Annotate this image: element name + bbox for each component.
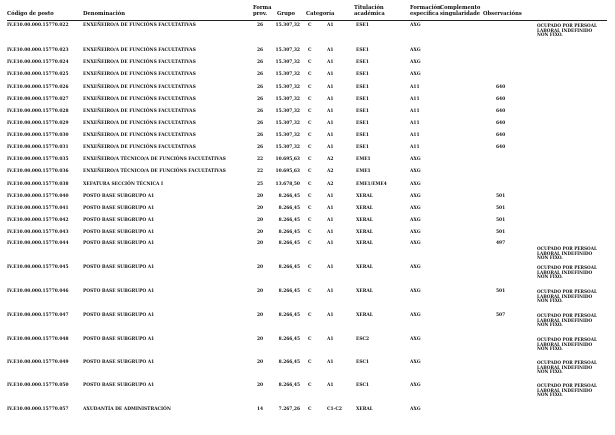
- cell-importe: 15.307,32: [275, 85, 300, 90]
- cell-codigo: IV.E10.00.000.15770.026: [7, 85, 69, 90]
- obs-line: LABORAL INDEFINIDO: [537, 364, 593, 370]
- obs-line: NON FIXO.: [537, 274, 563, 280]
- cell-denominacion: ENXEÑEIRO/A DE FUNCIÓNS FACULTATIVAS: [83, 109, 196, 114]
- cell-categoria: A2: [327, 169, 334, 174]
- cell-codigo: IV.E10.00.000.15770.043: [7, 230, 69, 235]
- cell-denominacion: ENXEÑEIRO/A TÉCNICO/A DE FUNCIÓNS FACULTATIVAS: [83, 169, 226, 174]
- cell-titulacion: ESE1: [356, 121, 369, 126]
- cell-formacion: AXG: [410, 265, 421, 270]
- table-row: [0, 86, 615, 92]
- cell-forma: C: [308, 133, 312, 138]
- table-row: [0, 73, 615, 79]
- cell-categoria: A1: [327, 241, 334, 246]
- cell-forma: C: [308, 169, 312, 174]
- cell-codigo: IV.E10.00.000.15770.031: [7, 145, 69, 150]
- cell-nivel: 20: [257, 230, 264, 235]
- cell-denominacion: POSTO BASE SUBGRUPO A1: [83, 265, 155, 270]
- cell-forma: C: [308, 383, 312, 388]
- cell-importe: 8.266,45: [278, 265, 300, 270]
- cell-categoria: A1: [327, 194, 334, 199]
- cell-nivel: 26: [257, 85, 264, 90]
- table-row: [0, 23, 615, 38]
- cell-complemento: 640: [496, 133, 506, 138]
- cell-codigo: IV.E10.00.000.15770.049: [7, 360, 69, 365]
- cell-forma: C: [308, 85, 312, 90]
- cell-denominacion: ENXEÑEIRO/A DE FUNCIÓNS FACULTATIVAS: [83, 48, 196, 53]
- cell-titulacion: ESE1: [356, 97, 369, 102]
- cell-denominacion: POSTO BASE SUBGRUPO A1: [83, 230, 155, 235]
- header-categoria: Categoría: [306, 11, 335, 17]
- cell-categoria: A2: [327, 157, 334, 162]
- cell-formacion: AXG: [410, 360, 421, 365]
- table-row: [0, 231, 615, 237]
- cell-importe: 13.678,50: [275, 182, 300, 187]
- cell-denominacion: XEFATURA SECCIÓN TÉCNICA I: [83, 182, 164, 187]
- cell-forma: C: [308, 194, 312, 199]
- cell-importe: 15.307,32: [275, 60, 300, 65]
- table-row: [0, 241, 615, 261]
- cell-formacion: AXG: [410, 60, 421, 65]
- cell-nivel: 20: [257, 206, 264, 211]
- cell-codigo: IV.E10.00.000.15770.047: [7, 313, 69, 318]
- cell-nivel: 20: [257, 289, 264, 294]
- obs-line: OCUPADO POR PERSOAL: [537, 246, 597, 251]
- cell-complemento: 640: [496, 109, 506, 114]
- cell-denominacion: POSTO BASE SUBGRUPO A1: [83, 360, 155, 365]
- obs-line: OCUPADO POR PERSOAL: [537, 313, 597, 318]
- cell-complemento: 501: [496, 194, 506, 199]
- cell-denominacion: ENXEÑEIRO/A DE FUNCIÓNS FACULTATIVAS: [83, 97, 196, 102]
- cell-nivel: 20: [257, 194, 264, 199]
- cell-codigo: IV.E10.00.000.15770.030: [7, 133, 69, 138]
- cell-denominacion: ENXEÑEIRO/A DE FUNCIÓNS FACULTATIVAS: [83, 133, 196, 138]
- cell-observacions: [537, 24, 609, 38]
- cell-nivel: 22: [257, 157, 264, 162]
- cell-formacion: AXG: [410, 337, 421, 342]
- header-titulacion-1: Titulación: [354, 5, 384, 11]
- cell-categoria: A1: [327, 145, 334, 150]
- cell-codigo: IV.E10.00.000.15770.048: [7, 337, 69, 342]
- cell-denominacion: POSTO BASE SUBGRUPO A1: [83, 289, 155, 294]
- cell-categoria: A1: [327, 121, 334, 126]
- cell-importe: 15.307,32: [275, 23, 300, 28]
- cell-codigo: IV.E10.00.000.15770.040: [7, 194, 69, 199]
- cell-denominacion: ENXEÑEIRO/A DE FUNCIÓNS FACULTATIVAS: [83, 85, 196, 90]
- cell-complemento: 640: [496, 85, 506, 90]
- cell-nivel: 26: [257, 109, 264, 114]
- cell-denominacion: POSTO BASE SUBGRUPO A1: [83, 383, 155, 388]
- cell-formacion: A11: [410, 97, 420, 102]
- cell-forma: C: [308, 97, 312, 102]
- obs-line: OCUPADO POR PERSOAL: [537, 265, 597, 270]
- cell-codigo: IV.E10.00.000.15770.035: [7, 157, 69, 162]
- cell-forma: C: [308, 241, 312, 246]
- cell-importe: 8.266,45: [278, 360, 300, 365]
- obs-line: NON FIXO.: [537, 322, 563, 328]
- table-row: [0, 207, 615, 213]
- cell-denominacion: POSTO BASE SUBGRUPO A1: [83, 241, 155, 246]
- table-row: [0, 337, 615, 352]
- cell-formacion: AXG: [410, 218, 421, 223]
- cell-denominacion: AXUDANTÍA DE ADMINISTRACIÓN: [83, 407, 171, 412]
- table-row: [0, 183, 615, 189]
- cell-categoria: A1: [327, 337, 334, 342]
- cell-forma: C: [308, 206, 312, 211]
- cell-titulacion: ESE1: [356, 60, 369, 65]
- cell-titulacion: XERAL: [356, 265, 373, 270]
- cell-formacion: AXG: [410, 289, 421, 294]
- header-divider: [7, 20, 607, 21]
- table-row: [0, 313, 615, 328]
- cell-nivel: 20: [257, 383, 264, 388]
- cell-nivel: 20: [257, 313, 264, 318]
- table-row: [0, 265, 615, 280]
- table-row: [0, 289, 615, 304]
- cell-titulacion: XERAL: [356, 313, 373, 318]
- cell-formacion: AXG: [410, 230, 421, 235]
- cell-codigo: IV.E10.00.000.15770.038: [7, 182, 69, 187]
- cell-titulacion: ESE1: [356, 85, 369, 90]
- cell-nivel: 20: [257, 218, 264, 223]
- cell-titulacion: ESE1: [356, 109, 369, 114]
- cell-codigo: IV.E10.00.000.15770.022: [7, 23, 69, 28]
- cell-titulacion: XERAL: [356, 289, 373, 294]
- cell-formacion: AXG: [410, 23, 421, 28]
- cell-nivel: 20: [257, 241, 264, 246]
- cell-formacion: AXG: [410, 72, 421, 77]
- cell-codigo: IV.E10.00.000.15770.029: [7, 121, 69, 126]
- cell-importe: 8.266,45: [278, 206, 300, 211]
- cell-categoria: A1: [327, 48, 334, 53]
- cell-denominacion: POSTO BASE SUBGRUPO A1: [83, 218, 155, 223]
- table-row: [0, 98, 615, 104]
- cell-codigo: IV.E10.00.000.15770.028: [7, 109, 69, 114]
- cell-formacion: AXG: [410, 157, 421, 162]
- cell-titulacion: XERAL: [356, 230, 373, 235]
- obs-line: OCUPADO POR PERSOAL: [537, 360, 597, 365]
- cell-nivel: 14: [257, 407, 264, 412]
- cell-titulacion: XERAL: [356, 194, 373, 199]
- cell-forma: C: [308, 72, 312, 77]
- cell-importe: 8.266,45: [278, 383, 300, 388]
- cell-titulacion: ESE1: [356, 133, 369, 138]
- cell-forma: C: [308, 313, 312, 318]
- header-formacion-2: específica: [410, 11, 439, 17]
- cell-importe: 15.307,32: [275, 97, 300, 102]
- cell-observacions: [537, 314, 609, 328]
- cell-nivel: 22: [257, 169, 264, 174]
- obs-line: OCUPADO POR PERSOAL: [537, 23, 597, 28]
- cell-forma: C: [308, 48, 312, 53]
- table-row: [0, 219, 615, 225]
- cell-titulacion: ESE1: [356, 48, 369, 53]
- cell-titulacion: EME1: [356, 157, 371, 162]
- obs-line: OCUPADO POR PERSOAL: [537, 289, 597, 294]
- cell-forma: C: [308, 230, 312, 235]
- cell-titulacion: ESC1: [356, 383, 370, 388]
- cell-codigo: IV.E10.00.000.15770.027: [7, 97, 69, 102]
- cell-categoria: A1: [327, 383, 334, 388]
- obs-line: LABORAL INDEFINIDO: [537, 341, 593, 347]
- cell-categoria: A1: [327, 265, 334, 270]
- cell-titulacion: ESE1: [356, 23, 369, 28]
- cell-codigo: IV.E10.00.000.15770.025: [7, 72, 69, 77]
- obs-line: LABORAL INDEFINIDO: [537, 250, 593, 256]
- cell-importe: 8.266,45: [278, 313, 300, 318]
- cell-codigo: IV.E10.00.000.15770.050: [7, 383, 69, 388]
- cell-nivel: 20: [257, 360, 264, 365]
- cell-categoria: A1: [327, 72, 334, 77]
- cell-formacion: AXG: [410, 194, 421, 199]
- cell-codigo: IV.E10.00.000.15770.024: [7, 60, 69, 65]
- cell-categoria: C1-C2: [327, 407, 342, 412]
- cell-importe: 15.307,32: [275, 145, 300, 150]
- obs-line: OCUPADO POR PERSOAL: [537, 337, 597, 342]
- cell-titulacion: EME1: [356, 169, 371, 174]
- cell-observacions: [537, 266, 609, 280]
- table-row: [0, 49, 615, 55]
- cell-codigo: IV.E10.00.000.15770.023: [7, 48, 69, 53]
- cell-complemento: 640: [496, 97, 506, 102]
- cell-forma: C: [308, 60, 312, 65]
- cell-categoria: A1: [327, 206, 334, 211]
- obs-line: NON FIXO.: [537, 32, 563, 38]
- cell-complemento: 501: [496, 206, 506, 211]
- cell-importe: 8.266,45: [278, 241, 300, 246]
- header-denominacion: Denominación: [83, 11, 125, 17]
- cell-observacions: [537, 384, 609, 398]
- cell-forma: C: [308, 337, 312, 342]
- cell-categoria: A1: [327, 360, 334, 365]
- cell-nivel: 26: [257, 23, 264, 28]
- header-complemento-2: singularidade: [440, 11, 481, 17]
- table-row: [0, 61, 615, 67]
- header-codigo: Código de posto: [7, 11, 54, 17]
- cell-forma: C: [308, 121, 312, 126]
- cell-denominacion: ENXEÑEIRO/A DE FUNCIÓNS FACULTATIVAS: [83, 23, 196, 28]
- cell-formacion: AXG: [410, 48, 421, 53]
- cell-titulacion: XERAL: [356, 407, 373, 412]
- cell-nivel: 20: [257, 337, 264, 342]
- cell-formacion: A11: [410, 133, 420, 138]
- header-forma: Forma: [253, 5, 272, 11]
- cell-formacion: A11: [410, 121, 420, 126]
- cell-nivel: 26: [257, 60, 264, 65]
- cell-denominacion: ENXEÑEIRO/A DE FUNCIÓNS FACULTATIVAS: [83, 72, 196, 77]
- cell-importe: 8.266,45: [278, 337, 300, 342]
- cell-nivel: 26: [257, 97, 264, 102]
- cell-complemento: 501: [496, 230, 506, 235]
- cell-nivel: 26: [257, 133, 264, 138]
- header-formacion-1: Formación: [410, 5, 441, 11]
- table-row: [0, 146, 615, 152]
- obs-line: OCUPADO POR PERSOAL: [537, 383, 597, 388]
- cell-forma: C: [308, 265, 312, 270]
- cell-nivel: 20: [257, 265, 264, 270]
- table-row: [0, 158, 615, 164]
- cell-denominacion: ENXEÑEIRO/A TÉCNICO/A DE FUNCIÓNS FACULTATIVAS: [83, 157, 226, 162]
- cell-categoria: A1: [327, 109, 334, 114]
- obs-line: NON FIXO.: [537, 392, 563, 398]
- cell-importe: 15.307,32: [275, 121, 300, 126]
- cell-titulacion: XERAL: [356, 218, 373, 223]
- cell-complemento: 507: [496, 313, 506, 318]
- cell-categoria: A1: [327, 313, 334, 318]
- cell-observacions: [537, 338, 609, 352]
- cell-categoria: A1: [327, 230, 334, 235]
- cell-forma: C: [308, 360, 312, 365]
- cell-nivel: 25: [257, 182, 264, 187]
- cell-denominacion: POSTO BASE SUBGRUPO A1: [83, 313, 155, 318]
- table-row: [0, 383, 615, 398]
- cell-formacion: A11: [410, 109, 420, 114]
- cell-titulacion: XERAL: [356, 241, 373, 246]
- cell-nivel: 26: [257, 72, 264, 77]
- cell-importe: 15.307,32: [275, 133, 300, 138]
- cell-observacions: [537, 290, 609, 304]
- cell-codigo: IV.E10.00.000.15770.057: [7, 407, 69, 412]
- cell-categoria: A1: [327, 23, 334, 28]
- cell-forma: C: [308, 157, 312, 162]
- cell-forma: C: [308, 182, 312, 187]
- cell-titulacion: ESC1: [356, 360, 370, 365]
- obs-line: LABORAL INDEFINIDO: [537, 317, 593, 323]
- cell-forma: C: [308, 109, 312, 114]
- cell-importe: 8.266,45: [278, 218, 300, 223]
- cell-importe: 8.266,45: [278, 230, 300, 235]
- cell-categoria: A1: [327, 85, 334, 90]
- header-grupo: Grupo: [277, 11, 296, 17]
- cell-formacion: AXG: [410, 313, 421, 318]
- cell-formacion: A11: [410, 85, 420, 90]
- table-row: [0, 408, 615, 414]
- cell-observacions: [537, 361, 609, 375]
- cell-forma: C: [308, 218, 312, 223]
- cell-categoria: A2: [327, 182, 334, 187]
- cell-titulacion: EME1/EME4: [356, 182, 387, 187]
- obs-line: LABORAL INDEFINIDO: [537, 27, 593, 33]
- cell-importe: 15.307,32: [275, 48, 300, 53]
- table-row: [0, 170, 615, 176]
- cell-forma: C: [308, 407, 312, 412]
- header-prov: prov.: [253, 11, 268, 17]
- cell-titulacion: ESE1: [356, 72, 369, 77]
- cell-formacion: AXG: [410, 206, 421, 211]
- header-complemento-1: Complemento: [440, 5, 481, 11]
- header-observacions: Observacións: [483, 11, 522, 17]
- cell-complemento: 640: [496, 145, 506, 150]
- cell-categoria: A1: [327, 289, 334, 294]
- cell-codigo: IV.E10.00.000.15770.041: [7, 206, 69, 211]
- obs-line: NON FIXO.: [537, 255, 563, 261]
- cell-importe: 10.695,63: [275, 157, 300, 162]
- cell-categoria: A1: [327, 218, 334, 223]
- cell-observacions: [537, 247, 609, 261]
- cell-denominacion: ENXEÑEIRO/A DE FUNCIÓNS FACULTATIVAS: [83, 121, 196, 126]
- cell-formacion: AXG: [410, 407, 421, 412]
- table-row: [0, 122, 615, 128]
- header-titulacion-2: académica: [354, 11, 385, 17]
- cell-importe: 7.267,26: [278, 407, 300, 412]
- cell-importe: 8.266,45: [278, 289, 300, 294]
- table-row: [0, 134, 615, 140]
- cell-nivel: 26: [257, 48, 264, 53]
- cell-importe: 8.266,45: [278, 194, 300, 199]
- cell-complemento: 497: [496, 241, 506, 246]
- cell-denominacion: POSTO BASE SUBGRUPO A1: [83, 206, 155, 211]
- table-row: [0, 110, 615, 116]
- cell-codigo: IV.E10.00.000.15770.046: [7, 289, 69, 294]
- cell-nivel: 26: [257, 145, 264, 150]
- cell-formacion: A11: [410, 145, 420, 150]
- cell-denominacion: ENXEÑEIRO/A DE FUNCIÓNS FACULTATIVAS: [83, 60, 196, 65]
- obs-line: NON FIXO.: [537, 346, 563, 352]
- cell-forma: C: [308, 145, 312, 150]
- obs-line: NON FIXO.: [537, 298, 563, 304]
- table-row: [0, 360, 615, 375]
- obs-line: LABORAL INDEFINIDO: [537, 293, 593, 299]
- cell-complemento: 501: [496, 289, 506, 294]
- obs-line: NON FIXO.: [537, 369, 563, 375]
- cell-formacion: AXG: [410, 169, 421, 174]
- cell-formacion: AXG: [410, 182, 421, 187]
- cell-nivel: 26: [257, 121, 264, 126]
- cell-codigo: IV.E10.00.000.15770.044: [7, 241, 69, 246]
- cell-titulacion: ESE1: [356, 145, 369, 150]
- obs-line: LABORAL INDEFINIDO: [537, 269, 593, 275]
- cell-importe: 15.307,32: [275, 109, 300, 114]
- cell-formacion: AXG: [410, 383, 421, 388]
- cell-categoria: A1: [327, 60, 334, 65]
- cell-denominacion: POSTO BASE SUBGRUPO A1: [83, 194, 155, 199]
- cell-codigo: IV.E10.00.000.15770.042: [7, 218, 69, 223]
- cell-denominacion: POSTO BASE SUBGRUPO A1: [83, 337, 155, 342]
- cell-codigo: IV.E10.00.000.15770.045: [7, 265, 69, 270]
- cell-denominacion: ENXEÑEIRO/A DE FUNCIÓNS FACULTATIVAS: [83, 145, 196, 150]
- cell-complemento: 501: [496, 218, 506, 223]
- cell-titulacion: ESC2: [356, 337, 370, 342]
- cell-forma: C: [308, 23, 312, 28]
- obs-line: LABORAL INDEFINIDO: [537, 387, 593, 393]
- cell-codigo: IV.E10.00.000.15770.036: [7, 169, 69, 174]
- cell-complemento: 640: [496, 121, 506, 126]
- cell-importe: 10.695,63: [275, 169, 300, 174]
- cell-forma: C: [308, 289, 312, 294]
- cell-categoria: A1: [327, 97, 334, 102]
- cell-formacion: AXG: [410, 241, 421, 246]
- table-row: [0, 195, 615, 201]
- cell-categoria: A1: [327, 133, 334, 138]
- cell-importe: 15.307,32: [275, 72, 300, 77]
- cell-titulacion: XERAL: [356, 206, 373, 211]
